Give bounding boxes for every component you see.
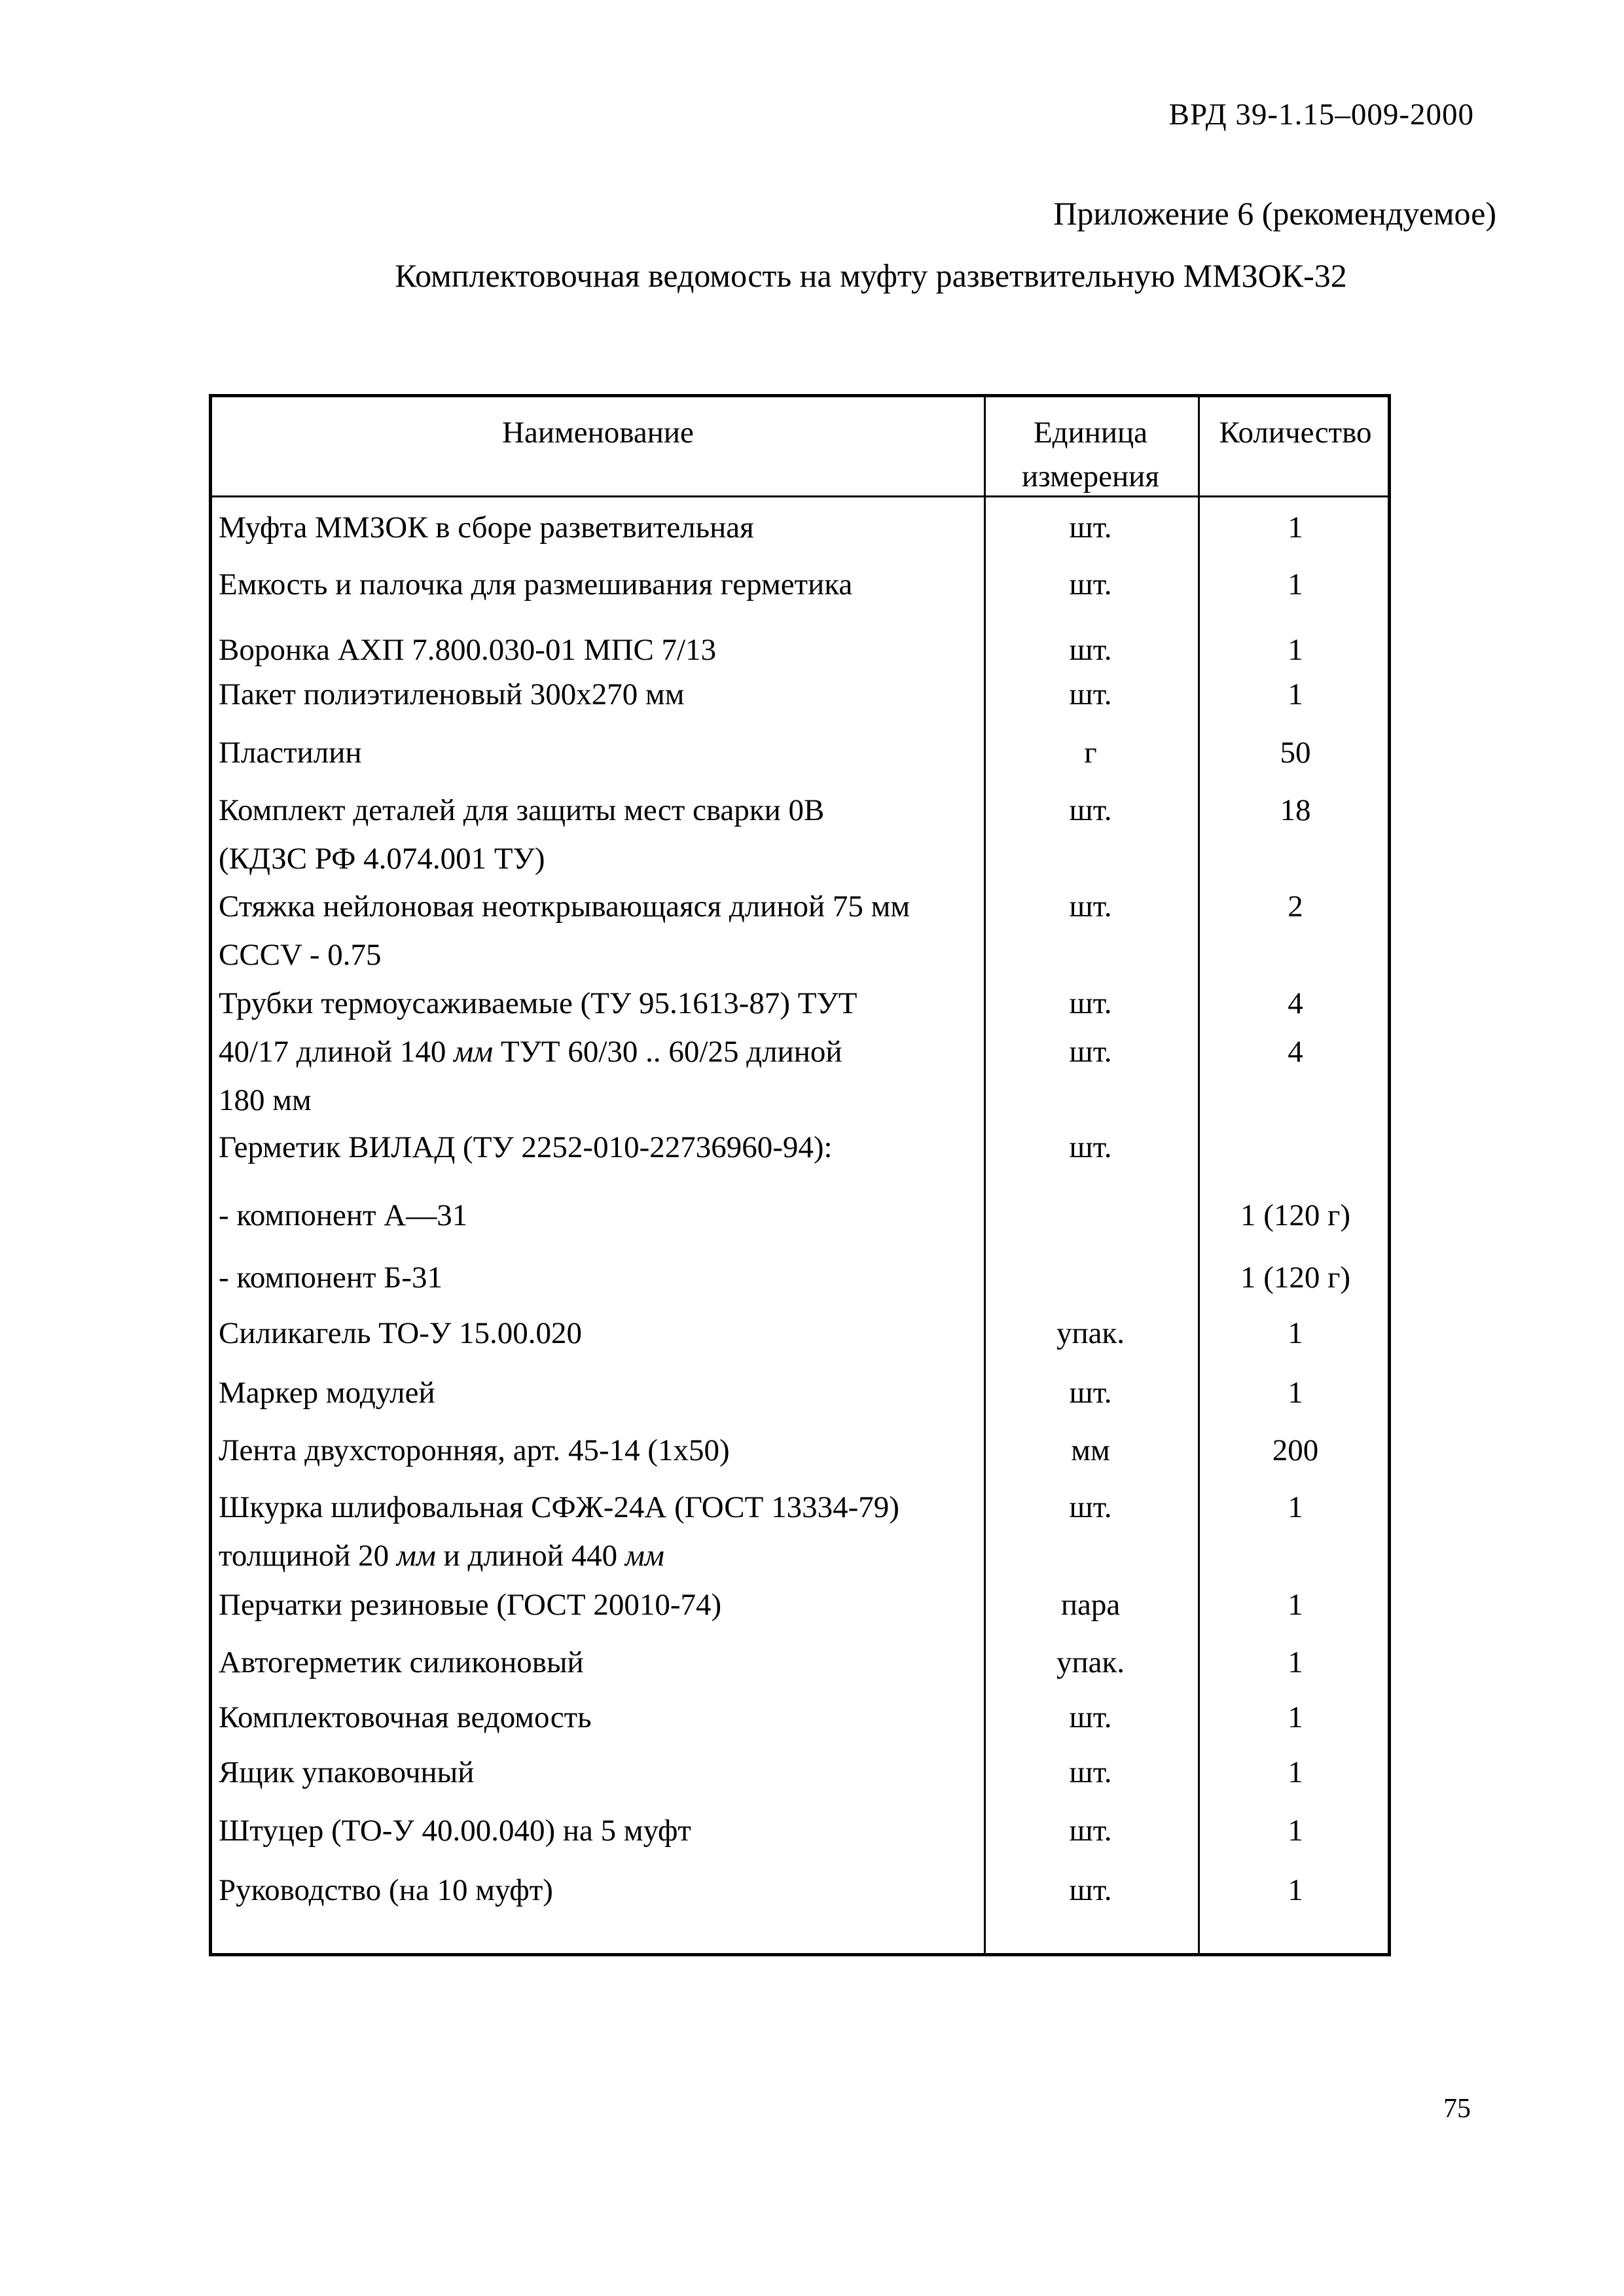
item-quantity: 1 [1288,567,1303,601]
item-name-line2: 180 мм [219,1083,312,1117]
item-quantity: 4 [1288,1035,1303,1069]
item-quantity: 1 [1288,1490,1303,1524]
item-unit: шт. [1069,889,1112,924]
item-unit: шт. [1069,1755,1112,1789]
item-unit: шт. [1069,793,1112,827]
item-name: - компонент А—31 [219,1198,468,1232]
column-header-name: Наименование [502,416,694,450]
item-quantity: 1 [1288,1588,1303,1622]
item-name: 40/17 длиной 140 мм ТУТ 60/30 .. 60/25 длиной [219,1035,842,1069]
item-name: - компонент Б-31 [219,1261,442,1295]
item-unit: шт. [1069,677,1112,711]
item-quantity: 1 [1288,1755,1303,1789]
item-name: Пластилин [219,736,362,770]
item-quantity: 1 [1288,1700,1303,1734]
item-name-line2: толщиной 20 мм и длиной 440 мм [219,1539,664,1573]
item-quantity: 1 (120 г) [1240,1261,1351,1295]
item-unit: шт. [1069,1035,1112,1069]
item-name: Муфта ММЗОК в сборе разветвительная [219,511,754,545]
item-name: Силикагель ТО-У 15.00.020 [219,1316,582,1350]
column-header-quantity: Количество [1219,416,1372,450]
item-name: Стяжка нейлоновая неоткрывающаяся длиной 75 мм [219,889,911,924]
item-name: Емкость и палочка для размешивания герметика [219,567,853,601]
items-table [209,394,1391,1956]
item-quantity: 1 [1288,1645,1303,1679]
item-quantity: 1 [1288,1376,1303,1410]
item-quantity: 1 [1288,1316,1303,1350]
item-name: Ящик упаковочный [219,1755,475,1789]
header-divider [212,495,1388,497]
column-header-unit: Единица [1033,416,1148,450]
item-unit: шт. [1069,1873,1112,1907]
item-name: Руководство (на 10 муфт) [219,1873,553,1907]
item-unit: шт. [1069,1490,1112,1524]
item-quantity: 1 [1288,633,1303,667]
page-title: Комплектовочная ведомость на муфту разветвительную ММЗОК-32 [395,257,1347,294]
item-name: Комплектовочная ведомость [219,1700,592,1734]
item-name: Трубки термоусаживаемые (ТУ 95.1613-87) ТУТ [219,986,857,1020]
item-quantity: 50 [1280,736,1311,770]
item-quantity: 4 [1288,986,1303,1020]
item-name-line2: CCCV - 0.75 [219,938,382,972]
item-name: Маркер модулей [219,1376,435,1410]
item-quantity: 1 (120 г) [1240,1198,1351,1232]
item-name-line2: (КДЗС РФ 4.074.001 ТУ) [219,842,545,876]
item-name: Лента двухсторонняя, арт. 45-14 (1x50) [219,1433,730,1467]
column-header-unit-line2: измерения [1022,459,1159,493]
page-number: 75 [1443,2094,1471,2124]
item-unit: упак. [1056,1645,1125,1679]
item-unit: шт. [1069,986,1112,1020]
item-unit: г [1084,736,1097,770]
item-unit: пара [1060,1588,1121,1622]
item-quantity: 18 [1280,793,1311,827]
item-name: Воронка АХП 7.800.030-01 МПС 7/13 [219,633,717,667]
item-name: Автогерметик силиконовый [219,1645,584,1679]
item-name: Пакет полиэтиленовый 300x270 мм [219,677,685,711]
item-unit: шт. [1069,1130,1112,1164]
item-name: Герметик ВИЛАД (ТУ 2252-010-22736960-94): [219,1130,833,1164]
item-unit: упак. [1056,1316,1125,1350]
item-unit: шт. [1069,1700,1112,1734]
document-code: ВРД 39-1.15–009-2000 [1168,98,1474,132]
item-name: Перчатки резиновые (ГОСТ 20010-74) [219,1588,722,1622]
item-unit: шт. [1069,567,1112,601]
item-name: Комплект деталей для защиты мест сварки 0В [219,793,825,827]
item-unit: шт. [1069,1376,1112,1410]
item-quantity: 1 [1288,511,1303,545]
item-quantity: 1 [1288,1814,1303,1848]
item-quantity: 1 [1288,1873,1303,1907]
item-unit: мм [1071,1433,1110,1467]
item-quantity: 2 [1288,889,1303,924]
item-name: Штуцер (ТО-У 40.00.040) на 5 муфт [219,1814,691,1848]
item-unit: шт. [1069,633,1112,667]
item-name: Шкурка шлифовальная СФЖ-24А (ГОСТ 13334-79) [219,1490,899,1524]
item-quantity: 1 [1288,677,1303,711]
item-unit: шт. [1069,1814,1112,1848]
appendix-label: Приложение 6 (рекомендуемое) [1053,195,1496,232]
item-unit: шт. [1069,511,1112,545]
item-quantity: 200 [1272,1433,1319,1467]
